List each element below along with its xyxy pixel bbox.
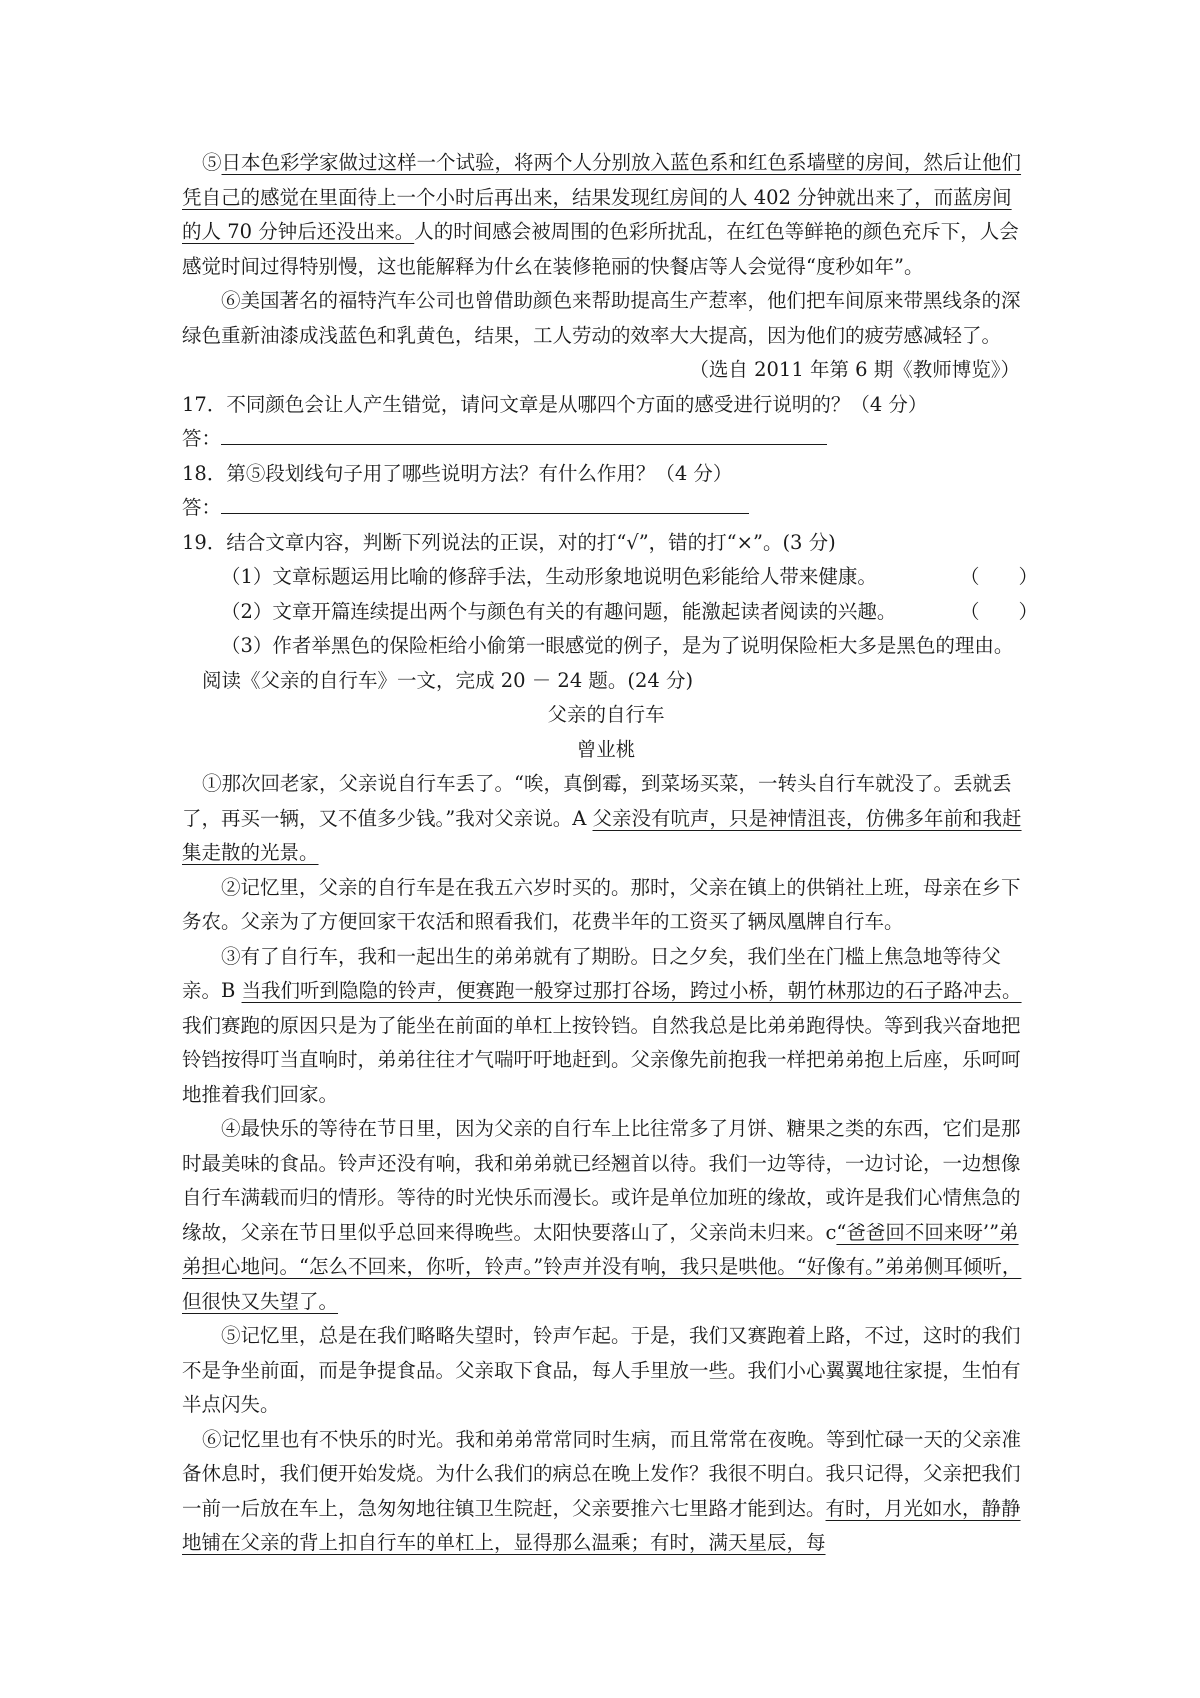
question-18: 18．第⑤段划线句子用了哪些说明方法？有什么作用？（4 分） bbox=[182, 461, 733, 485]
document-page bbox=[182, 146, 1039, 1561]
story-paragraph-3-rest: 我们赛跑的原因只是为了能坐在前面的单杠上按铃铛。自然我总是比弟弟跑得快。等到我兴奋地把铃铛按得叮当直响时，弟弟往往才气喘吁吁地赶到。父亲像先前抱我一样把弟弟抱上后座，乐呵呵地推着我们回家。 bbox=[182, 1013, 1021, 1106]
question-19: 19．结合文章内容，判断下列说法的正误，对的打“√”，错的打“×”。(3 分) bbox=[182, 530, 836, 554]
story-paragraph-4-underlined: “爸爸回不回来呀’”弟弟担心地问。“怎么不回来，你听，铃声。”铃声并没有响，我只是哄他。“好像有。”弟弟侧耳倾听，但很快又失望了。 bbox=[182, 1220, 1022, 1313]
story-paragraph-2: ②记忆里，父亲的自行车是在我五六岁时买的。那时，父亲在镇上的供销社上班，母亲在乡下务农。父亲为了方便回家干农活和照看我们，花费半年的工资买了辆凤凰牌自行车。 bbox=[182, 875, 1021, 933]
question-19-item-1 bbox=[182, 560, 1039, 595]
answer-18-row bbox=[182, 491, 1030, 526]
story-paragraph-3 bbox=[182, 940, 1030, 1113]
question-19-item-3: （3）作者举黑色的保险柜给小偷第一眼感觉的例子，是为了说明保险柜大多是黑色的理由。 bbox=[221, 634, 1014, 657]
story-paragraph-1-text: ①那次回老家，父亲说自行车丢了。“唉，真倒霉，到菜场买菜，一转头自行车就没了。丢就丢了，再买一辆，又不值多少钱。”我对父亲说。A bbox=[182, 772, 1012, 830]
question-19-item-2-text: （2）文章开篇连续提出两个与颜色有关的有趣问题，能激起读者阅读的兴趣。 bbox=[221, 599, 897, 623]
question-19-item-1-text: （1）文章标题运用比喻的修辞手法，生动形象地说明色彩能给人带来健康。 bbox=[221, 565, 877, 588]
paragraph-5-number: ⑤ bbox=[202, 151, 222, 174]
answer-17-line[interactable] bbox=[221, 422, 827, 445]
question-17: 17．不同颜色会让人产生错觉，请问文章是从哪四个方面的感受进行说明的？（4 分） bbox=[182, 392, 928, 416]
story-paragraph-5: ⑤记忆里，总是在我们略略失望时，铃声乍起。于是，我们又赛跑着上路，不过，这时的我们不是争坐前面，而是争提食品。父亲取下食品，每人手里放一些。我们小心翼翼地往家提，生怕有半点闪失。 bbox=[182, 1324, 1021, 1416]
question-19-item-2-paren[interactable]: （ ） bbox=[960, 599, 1039, 623]
answer-17-label: 答： bbox=[182, 427, 222, 450]
question-19-item-1-paren[interactable]: （ ） bbox=[960, 565, 1039, 588]
story-paragraph-1-underlined: 父亲没有吭声，只是神情沮丧，仿佛多年前和我赶集走散的光景。 bbox=[182, 806, 1022, 864]
source-citation: （选自 2011 年第 6 期《教师博览》） bbox=[689, 358, 1020, 381]
paragraph-5-underlined: 日本色彩学家做过这样一个试验，将两个人分别放入蓝色系和红色系墙壁的房间，然后让他们凭自己的感觉在里面待上一个小时后再出来，结果发现红房间的人 402 分钟就出来了，而蓝房间的人 70 分钟后还没出来。 bbox=[182, 151, 1022, 243]
paragraph-6: ⑥美国著名的福特汽车公司也曾借助颜色来帮助提高生产惹率，他们把车间原来带黑线条的深绿色重新油漆成浅蓝色和乳黄色，结果，工人劳动的效率大大提高，因为他们的疲劳感减轻了。 bbox=[182, 289, 1021, 347]
story-paragraph-3-text: ③有了自行车，我和一起出生的弟弟就有了期盼。日之夕矣，我们坐在门槛上焦急地等待父亲。B bbox=[182, 944, 1002, 1002]
reading-intro: 阅读《父亲的自行车》一文，完成 20 － 24 题。(24 分) bbox=[202, 668, 694, 692]
story-paragraph-3-underlined: 当我们听到隐隐的铃声，便赛跑一般穿过那打谷场，跨过小桥，朝竹林那边的石子路冲去。 bbox=[241, 979, 1022, 1002]
paragraph-5-rest: 人的时间感会被周围的色彩所扰乱，在红色等鲜艳的颜色充斥下，人会感觉时间过得特别慢，这也能解释为什幺在装修艳丽的快餐店等人会觉得“度秒如年”。 bbox=[182, 220, 1019, 278]
story-title: 父亲的自行车 bbox=[547, 703, 665, 726]
story-paragraph-6 bbox=[182, 1423, 1030, 1561]
answer-18-label: 答： bbox=[182, 496, 222, 519]
story-paragraph-6-text: ⑥记忆里也有不快乐的时光。我和弟弟常常同时生病，而且常常在夜晚。等到忙碌一天的父亲准备休息时，我们便开始发烧。为什么我们的病总在晚上发作？我很不明白。我只记得，父亲把我们一前一后放在车上，急匆匆地往镇卫生院赶，父亲要推六七里路才能到达。 bbox=[182, 1427, 1022, 1520]
answer-18-line[interactable] bbox=[221, 491, 749, 514]
answer-17-row bbox=[182, 422, 1030, 457]
story-paragraph-4 bbox=[182, 1112, 1030, 1319]
story-paragraph-4-text: ④最快乐的等待在节日里，因为父亲的自行车上比往常多了月饼、糖果之类的东西，它们是那时最美味的食品。铃声还没有响，我和弟弟就已经翘首以待。我们一边等待，一边讨论，一边想像自行车满载而归的情形。等待的时光快乐而漫长。或许是单位加班的缘故，或许是我们心情焦急的缘故，父亲在节日里似乎总回来得晚些。太阳快要落山了，父亲尚未归来。c bbox=[182, 1117, 1021, 1244]
paragraph-5 bbox=[182, 146, 1030, 284]
story-author: 曾业桃 bbox=[576, 737, 636, 761]
story-paragraph-6-underlined: 有时，月光如水，静静地铺在父亲的背上扣自行车的单杠上，显得那么温乘；有时，满天星辰，每 bbox=[182, 1496, 1021, 1554]
question-19-item-2 bbox=[182, 595, 1039, 630]
story-paragraph-1 bbox=[182, 767, 1030, 871]
